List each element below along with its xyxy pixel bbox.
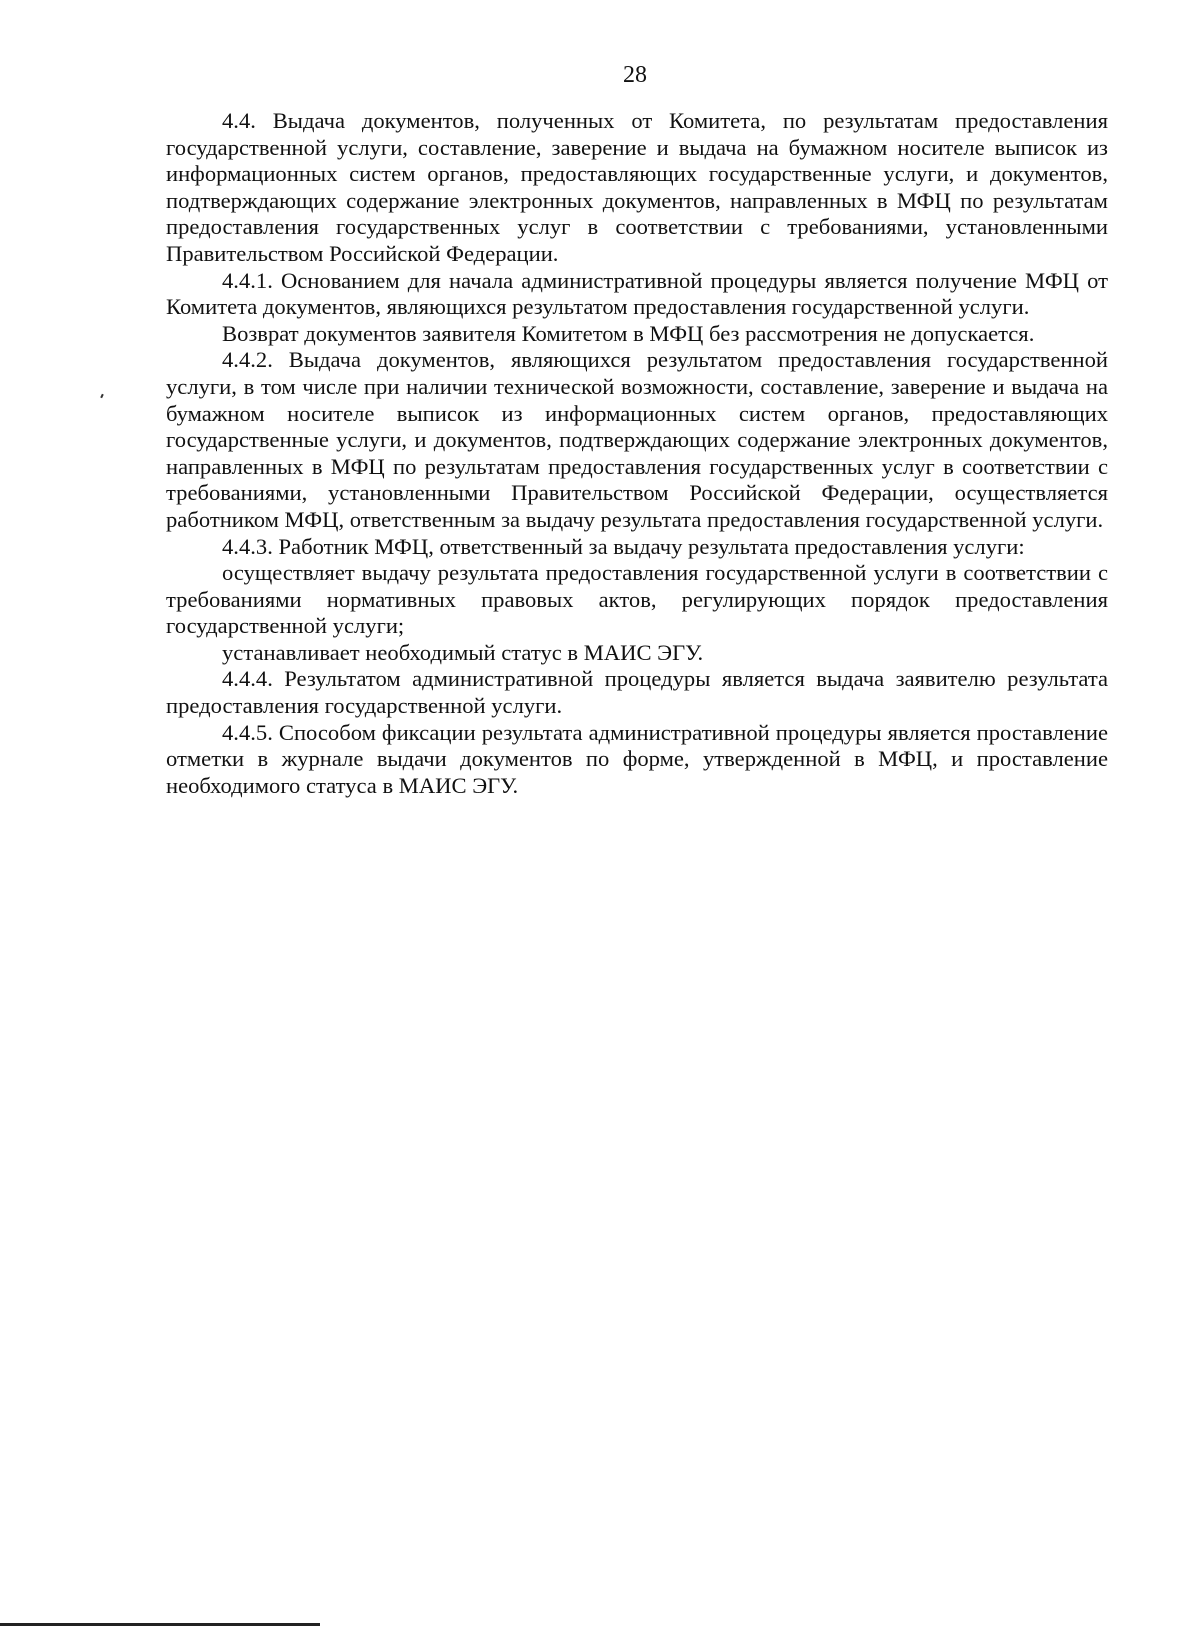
paragraph-4-4-3: 4.4.3. Работник МФЦ, ответственный за выдачу результата предоставления услуги: [222, 533, 1025, 559]
paragraph-return-documents: Возврат документов заявителя Комитетом в МФЦ без рассмотрения не допускается. [222, 320, 1035, 346]
paragraph-4-4-1: 4.4.1. Основанием для начала административной процедуры является получение МФЦ от Комитета документов, являющихся результатом предоставления государственной услуги. [166, 267, 1108, 320]
paragraph-4-4-5: 4.4.5. Способом фиксации результата административной процедуры является проставление отметки в журнале выдачи документов по форме, утвержденной в МФЦ, и проставление необходимого статуса в МАИС ЭГУ. [166, 719, 1108, 798]
bottom-edge-rule [0, 1623, 320, 1626]
scan-artifact-mark [100, 394, 104, 398]
document-body [166, 108, 1108, 799]
paragraph-issues-result: осуществляет выдачу результата предоставления государственной услуги в соответствии с требованиями нормативных правовых актов, регулирующих порядок предоставления государственной услуги; [166, 560, 1108, 639]
paragraph-sets-status: устанавливает необходимый статус в МАИС ЭГУ. [222, 639, 704, 665]
page-number: 28 [623, 62, 647, 88]
paragraph-4-4: 4.4. Выдача документов, полученных от Комитета, по результатам предоставления государственной услуги, составление, заверение и выдача на бумажном носителе выписок из информационных систем органов, предоставляющих государственные услуги, и документов, подтверждающих содержание электронных документов, направленных в МФЦ по результатам предоставления государственных услуг в соответствии с требованиями, установленными Правительством Российской Федерации. [166, 108, 1108, 266]
paragraph-4-4-2: 4.4.2. Выдача документов, являющихся результатом предоставления государственной услуги, в том числе при наличии технической возможности, составление, заверение и выдача на бумажном носителе выписок из информационных систем органов, предоставляющих государственные услуги, и документов, подтверждающих содержание электронных документов, направленных в МФЦ по результатам предоставления государственных услуг в соответствии с требованиями, установленными Правительством Российской Федерации, осуществляется работником МФЦ, ответственным за выдачу результата предоставления государственной услуги. [166, 347, 1108, 532]
paragraph-4-4-4: 4.4.4. Результатом административной процедуры является выдача заявителю результата предоставления государственной услуги. [166, 666, 1108, 719]
